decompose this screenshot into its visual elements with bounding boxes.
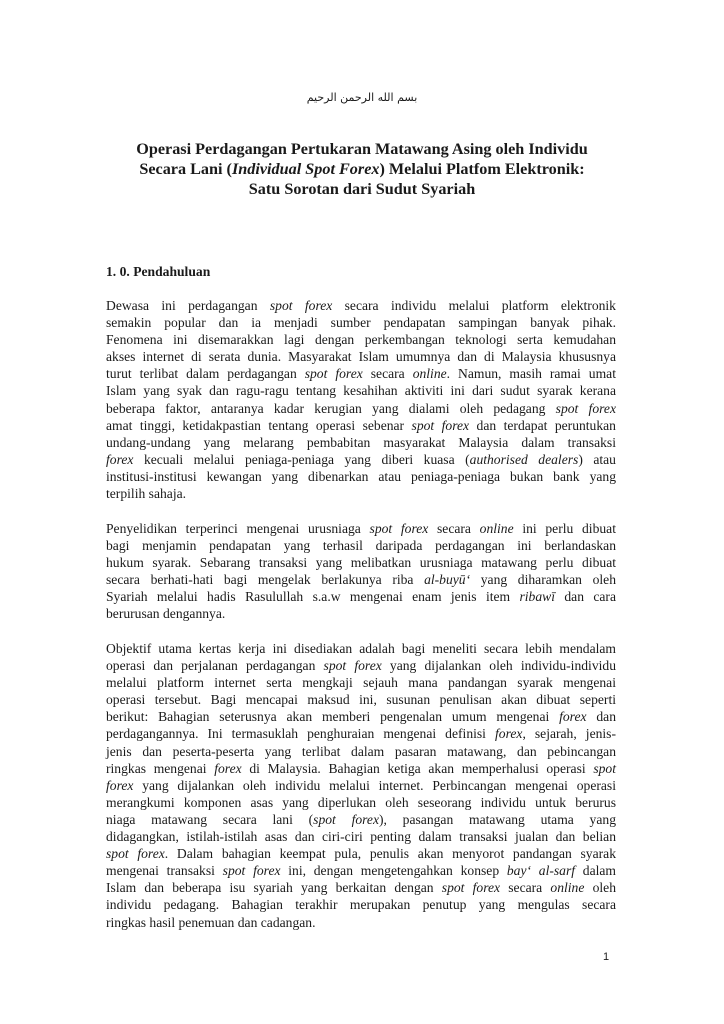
text-line [106,348,616,365]
text-line [106,725,616,742]
text-line [106,485,616,502]
text-run: Penyelidikan terperinci mengenai urusniaga [106,521,370,536]
text-line [106,554,616,571]
text-run: individu pedagang. Bahagian terakhir merupakan penutup yang mengulas secara [106,897,616,913]
text-line [106,331,616,348]
text-line [106,777,616,794]
italic-term: bayʻ al-sarf [506,863,576,879]
text-line [106,520,616,537]
text-run: merangkumi komponen asas yang diperlukan oleh seseorang individu untuk berurus [106,794,616,810]
text-run: melalui platform internet serta mengkaji sejauh mana pandangan syarak mengenai [106,675,616,691]
text-line [106,605,616,622]
text-run: . Namun, masih ramai umat [446,366,616,382]
text-run: ringkas mengenai [106,760,215,776]
text-run: , sejarah, jenis- [522,726,616,742]
text-line [106,451,616,468]
text-run: beberapa faktor, antaranya kadar kerugian yang dialami oleh pedagang [106,400,556,416]
text-run: dan cara [555,589,616,605]
text-line [106,708,616,725]
text-line [106,760,616,777]
title-line-1: Operasi Perdagangan Pertukaran Matawang Asing oleh Individu [136,140,588,158]
text-run: yang dijalankan oleh individu melalui internet. Perbincangan mengenai operasi [133,777,616,793]
text-run: dalam [575,863,616,879]
text-line [106,640,616,657]
italic-term: forex [495,726,523,742]
text-run: yang diharamkan oleh [470,572,616,588]
text-run: operasi dan perjalanan perdagangan [106,658,324,674]
text-line [106,571,616,588]
text-run: Dewasa ini perdagangan [106,298,270,313]
text-line [106,794,616,811]
text-line [106,914,616,931]
text-run: ini perlu dibuat [513,521,616,536]
italic-term: online [412,366,447,382]
text-run: jenis dan peserta-peserta yang terlibat dalam pasaran matawang, dan pebincangan [106,743,616,759]
title-line-2 [100,159,624,179]
text-line [106,743,616,760]
text-run: operasi tersebut. Bagi mencapai maksud ini, susunan penulisan akan dibuat seperti [106,692,616,708]
text-line [106,879,616,896]
text-run: secara [500,880,551,896]
title-line-3: Satu Sorotan dari Sudut Syariah [248,180,476,198]
text-line [106,382,616,399]
text-line [106,828,616,845]
italic-term: spot forex [323,658,382,674]
text-line [106,811,616,828]
text-line [106,674,616,691]
text-run: terpilih sahaja. [106,486,187,502]
text-line [106,657,616,674]
text-run: dan [586,709,616,725]
italic-term: forex [559,709,587,725]
italic-term: spot forex [441,880,501,896]
title-line-2-italic: Individual Spot Forex [231,160,380,178]
text-run: Islam dan beberapa isu syariah yang berkaitan dengan [106,880,442,896]
text-run: secara [362,366,413,382]
text-run: ringkas hasil penemuan dan cadangan. [106,914,316,930]
text-run: mengenai transaksi [106,863,223,879]
text-run: secara [428,521,480,536]
italic-term: al-buyūʻ [424,572,471,588]
text-run: kecuali melalui peniaga-peniaga yang diberi kuasa ( [133,451,470,467]
text-run: dan terdapat peruntukan [469,417,616,433]
page-number: 1 [603,951,610,963]
italic-term: online [479,521,514,536]
text-line [106,896,616,913]
text-line [106,537,616,554]
title-line-2-part-3: ) Melalui Platfom Elektronik: [379,160,585,178]
text-run: Fenomena ini disemarakkan lagi dengan perkembangan teknologi serta kemudahan [106,332,616,348]
text-run: berurusan dengannya. [106,606,226,622]
text-run: niaga matawang secara lani ( [106,811,314,827]
text-line [106,434,616,451]
text-run: Islam yang syak dan ragu-ragu tentang kesahihan aktiviti ini dari sudut syarak kerana [106,383,616,399]
italic-term: ribawī [519,589,555,605]
text-run: didagangkan, istilah-istilah asas dan ciri-ciri penting dalam transaksi jualan dan belian [106,829,616,845]
italic-term: authorised dealers [469,451,579,467]
text-line [106,365,616,382]
text-run: Objektif utama kertas kerja ini disediakan adalah bagi meneliti secara lebih mendalam [106,641,616,656]
text-run: berikut: Bahagian seterusnya akan memberi pengenalan umum mengenai [106,709,560,725]
text-line [106,297,616,314]
document-title [100,139,624,199]
text-run: semakin popular dan ia menjadi sumber pendapatan sampingan banyak pihak. [106,315,616,331]
italic-term: forex [214,760,242,776]
italic-term: spot forex [555,400,616,416]
text-run: undang-undang yang melarang pembabitan masyarakat Malaysia dalam transaksi [106,434,616,450]
text-run: hukum syarak. Sebarang transaksi yang melibatkan urusniaga matawang perlu dibuat [106,555,616,571]
italic-term: forex [106,451,134,467]
text-run: perdagangannya. Ini termasuklah penghuraian mengenai definisi [106,726,495,742]
text-line [106,468,616,485]
italic-term: spot forex [369,521,429,536]
text-run: secara individu melalui platform elektronik [332,298,616,313]
text-line [106,400,616,417]
italic-term: forex [106,777,134,793]
text-line [106,845,616,862]
italic-term: online [550,880,585,896]
text-run: oleh [584,880,616,896]
italic-term: spot [593,760,616,776]
paragraph-introduction [106,297,616,502]
title-line-2-part-1: Secara Lani ( [139,160,232,178]
text-run: ), pasangan matawang utama yang [379,811,616,827]
paragraph-objective [106,640,616,931]
italic-term: spot forex [269,298,333,313]
section-heading: 1. 0. Pendahuluan [106,264,211,279]
text-run: ) atau [578,451,616,467]
text-line [106,588,616,605]
text-line [106,314,616,331]
text-line [106,862,616,879]
paragraph-research [106,520,616,623]
italic-term: spot forex [304,366,363,382]
text-run: . Dalam bahagian keempat pula, penulis akan menyorot pandangan syarak [164,846,616,862]
text-line [106,691,616,708]
text-run: amat tinggi, ketidakpastian tentang operasi sebenar [106,417,412,433]
text-run: turut terlibat dalam perdagangan [106,366,305,382]
italic-term: spot forex [106,846,165,862]
text-run: di Malaysia. Bahagian ketiga akan memperhalusi operasi [241,760,594,776]
italic-term: spot forex [313,811,379,827]
italic-term: spot forex [222,863,281,879]
text-line [106,417,616,434]
text-run: yang dijalankan oleh individu-individu [381,658,616,674]
italic-term: spot forex [411,417,470,433]
basmalah: بسم الله الرحمن الرحيم [306,91,418,104]
text-run: bagi menjamin pendapatan yang terhasil daripada perdagangan ini berlandaskan [106,538,616,554]
text-run: akses internet di serata dunia. Masyarakat Islam umumnya dan di Malaysia khususnya [106,349,616,365]
text-run: secara berhati-hati bagi mengelak berlakunya riba [106,572,425,588]
text-run: institusi-institusi kewangan yang dibenarkan atau peniaga-peniaga bukan bank yang [106,468,616,484]
text-run: Syariah melalui hadis Rasulullah s.a.w mengenai enam jenis item [106,589,520,605]
text-run: ini, dengan mengetengahkan konsep [280,863,507,879]
